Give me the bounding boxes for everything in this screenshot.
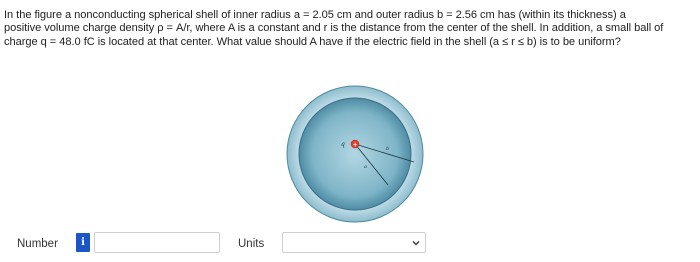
chevron-down-icon — [412, 239, 420, 247]
outer-radius-label: b — [386, 146, 390, 152]
question-line-2: positive volume charge density ρ = A/r, where A is a constant and r is the distance from the center of the shell. In addition, a small ball of — [4, 22, 664, 35]
inner-radius-label: a — [364, 164, 367, 170]
inner-cavity — [299, 98, 411, 210]
question-line-3: charge q = 48.0 fC is located at that center. What value should A have if the electric field in the shell (a ≤ r ≤ b) is to be uniform? — [4, 35, 621, 48]
charge-sign: + — [352, 141, 358, 149]
units-select[interactable] — [282, 232, 426, 253]
charge-label: q — [341, 141, 345, 148]
number-input[interactable] — [94, 232, 220, 253]
units-label: Units — [238, 238, 265, 250]
answer-row — [0, 230, 700, 258]
number-label: Number — [17, 238, 58, 250]
question-text — [4, 9, 696, 49]
spherical-shell-figure — [285, 84, 425, 224]
question-line-1: In the figure a nonconducting spherical shell of inner radius a = 2.05 cm and outer radius b = 2.56 cm has (within its thickness) a — [4, 9, 626, 21]
info-icon[interactable]: i — [76, 233, 90, 252]
